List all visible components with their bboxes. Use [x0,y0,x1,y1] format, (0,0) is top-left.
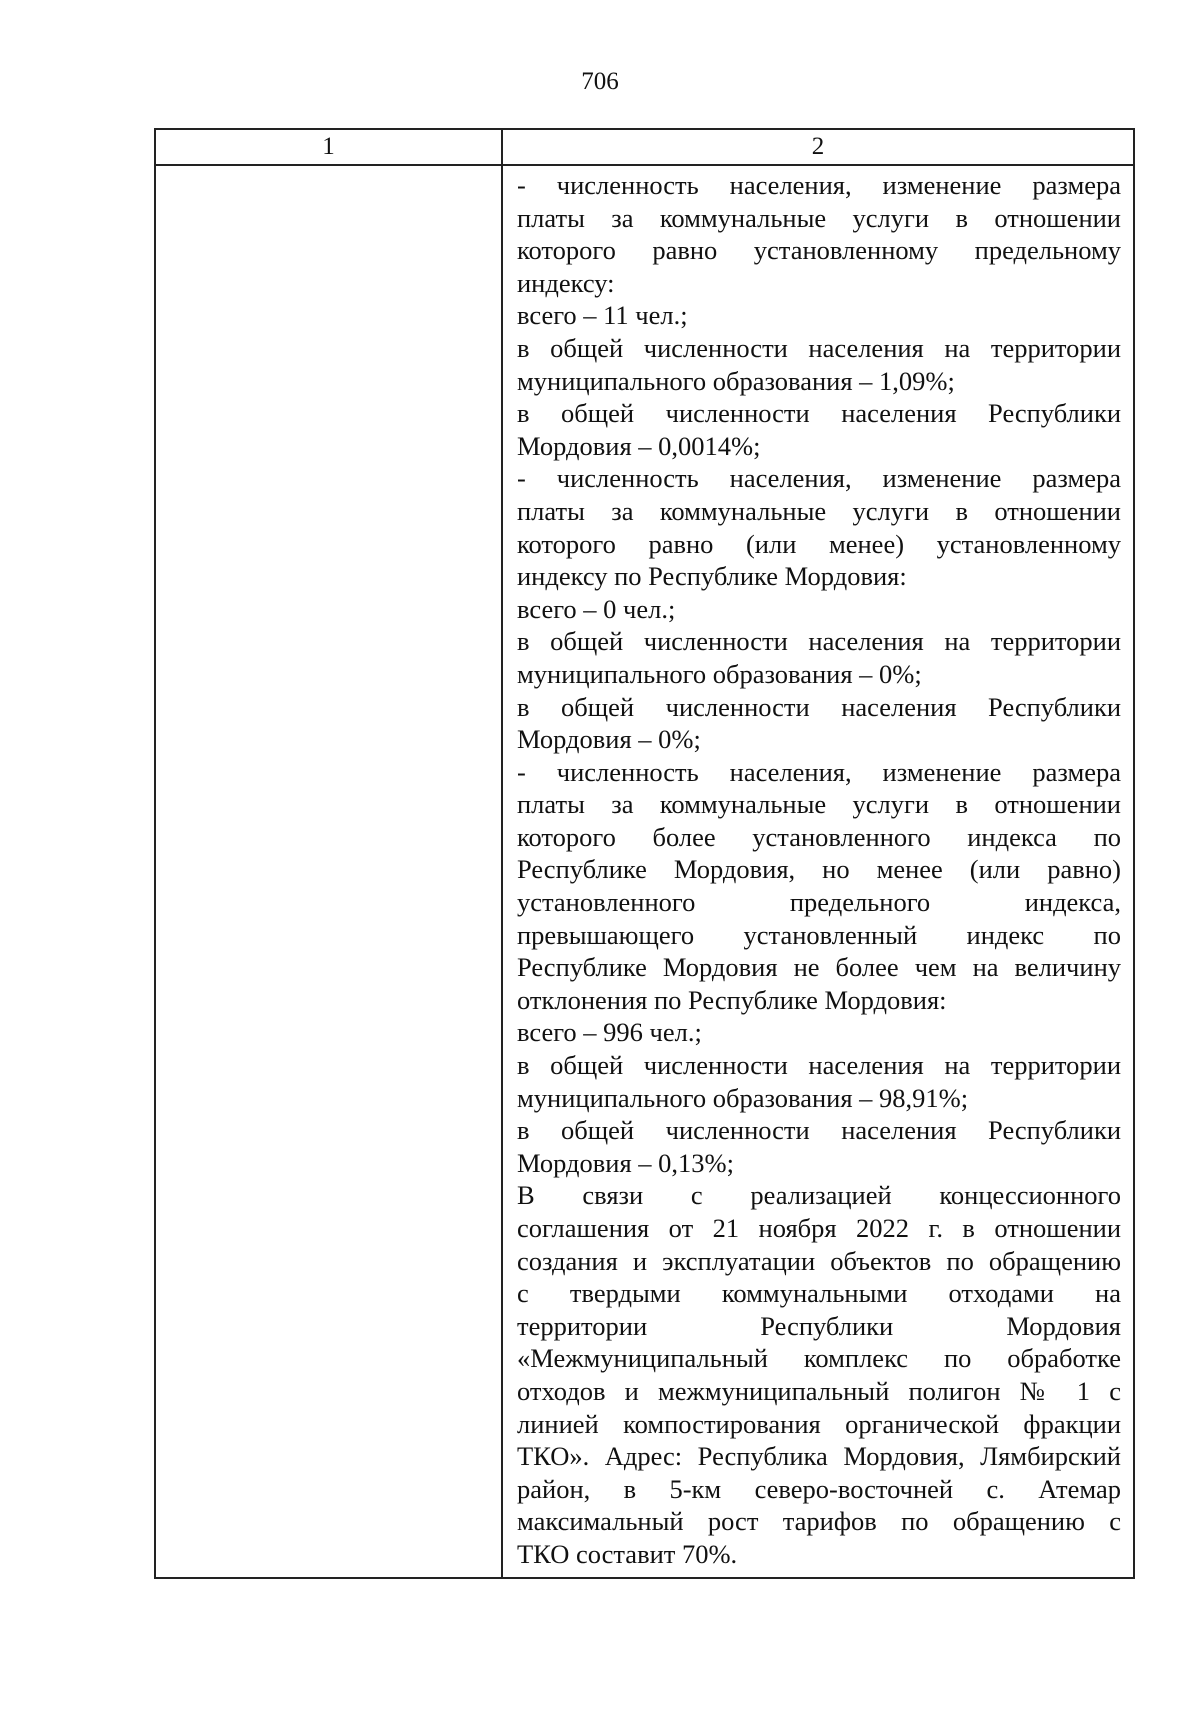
text-line: - численность населения, изменение размера [517,170,1121,200]
text-line: Мордовия – 0,13%; [517,1147,734,1178]
text-line: Республике Мордовия не более чем на величину [517,952,1121,983]
text-line: создания и эксплуатации объектов по обращению [517,1245,1121,1276]
column-divider [501,130,503,1577]
text-line: отходов и межмуниципальный полигон № 1 с [517,1375,1121,1406]
text-line: платы за коммунальные услуги в отношении [517,202,1121,233]
text-line: муниципального образования – 98,91%; [517,1082,969,1113]
text-line: которого равно установленному предельному [517,235,1121,266]
text-line: превышающего установленный индекс по [517,919,1121,950]
text-line: максимальный рост тарифов по обращению с [517,1506,1121,1537]
text-line: «Межмуниципальный комплекс по обработке [517,1343,1121,1374]
text-line: муниципального образования – 0%; [517,658,922,689]
text-line: в общей численности населения Республики [517,398,1121,429]
table-header-row [156,130,1133,166]
text-line: Республике Мордовия, но менее (или равно) [517,854,1121,885]
text-line: всего – 996 чел.; [517,1017,702,1048]
text-line: всего – 11 чел.; [517,300,688,331]
column-2-header: 2 [811,133,825,160]
text-line: в общей численности населения на территории [517,626,1121,657]
text-line: в общей численности населения на территории [517,332,1121,363]
document-table [154,128,1135,1579]
text-line: ТКО составит 70%. [517,1538,738,1569]
text-line: соглашения от 21 ноября 2022 г. в отношении [517,1213,1121,1243]
text-line: линией компостирования органической фракции [517,1408,1121,1439]
text-line: отклонения по Республике Мордовия: [517,984,947,1015]
column-2-body-cell [517,169,1121,1571]
text-line: в общей численности населения на территории [517,1050,1121,1081]
text-line: которого более установленного индекса по [517,821,1121,852]
text-line: Мордовия – 0,0014%; [517,430,761,461]
text-line: индексу: [517,267,615,298]
text-line: установленного предельного индекса, [517,887,1121,918]
text-line: с твердыми коммунальными отходами на [517,1278,1121,1309]
text-line: платы за коммунальные услуги в отношении [517,495,1121,526]
text-line: муниципального образования – 1,09%; [517,365,955,396]
text-line: в общей численности населения Республики [517,1115,1121,1146]
text-line: платы за коммунальные услуги в отношении [517,789,1121,820]
column-1-header: 1 [322,133,335,160]
text-line: район, в 5-км северо-восточней с. Атемар [517,1473,1121,1504]
text-line: в общей численности населения Республики [517,691,1121,722]
text-line: которого равно (или менее) установленному [517,528,1121,559]
text-line: - численность населения, изменение размера [517,756,1121,787]
text-line: территории Республики Мордовия [517,1310,1121,1341]
text-line: всего – 0 чел.; [517,593,676,624]
text-line: - численность населения, изменение размера [517,463,1121,494]
text-line: ТКО». Адрес: Республика Мордовия, Лямбирский [517,1441,1121,1472]
text-line: Мордовия – 0%; [517,724,701,755]
text-line: индексу по Республике Мордовия: [517,561,907,592]
text-line: В связи с реализацией концессионного [517,1180,1121,1211]
page-number: 706 [581,68,619,95]
